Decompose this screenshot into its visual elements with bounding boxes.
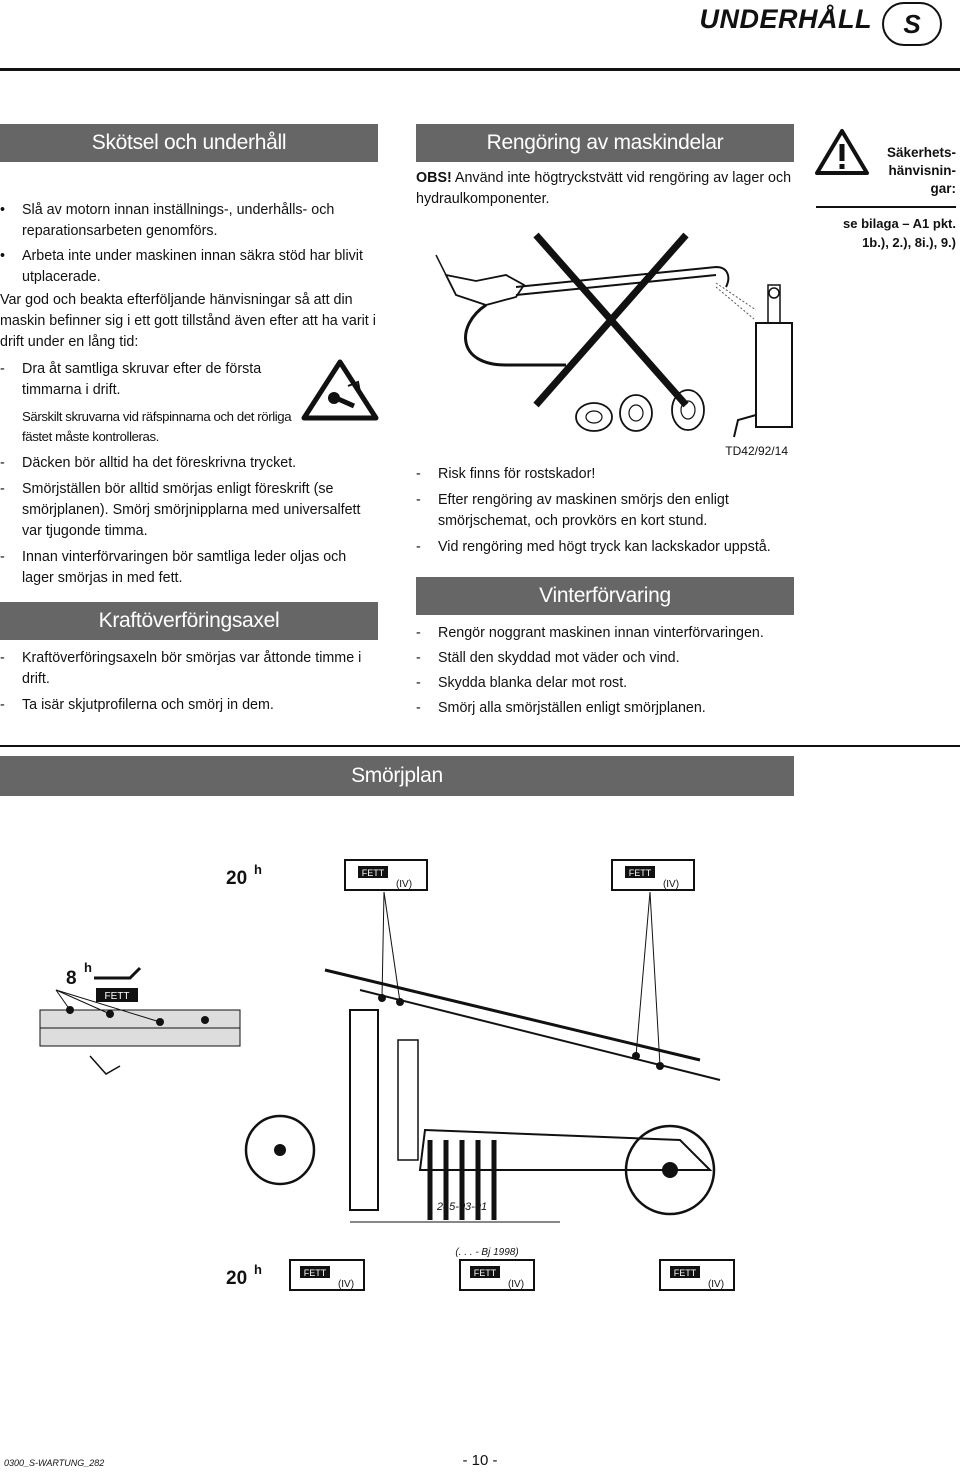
header-rule: [0, 68, 960, 71]
page-number: - 10 -: [462, 1452, 498, 1469]
lubrication-plan-drawing: [0, 840, 800, 1300]
svg-text:(IV): (IV): [507, 1279, 525, 1290]
rake-machine: [246, 892, 720, 1220]
dash-item: - Vid rengöring med högt tryck kan lackskador uppstå.: [416, 539, 771, 555]
interval-top-value: 20: [226, 868, 248, 889]
figure-code: TD42/92/14: [725, 444, 788, 458]
grease-label: [345, 860, 427, 890]
pressure-washer-illustration: [416, 215, 794, 463]
dash-item: - Dra åt samtliga skruvar efter de första timmarna i drift.: [0, 361, 262, 398]
obs-note: OBS! Använd inte högtryckstvätt vid rengöring av lager och hydraulkomponenter.: [416, 170, 792, 207]
bullet-item: • Arbeta inte under maskinen innan säkra stöd har blivit utplacerade.: [0, 248, 363, 285]
dash-item: - Skydda blanka delar mot rost.: [416, 675, 628, 691]
grease-label: [290, 1260, 364, 1290]
svg-text:(IV): (IV): [337, 1279, 355, 1290]
dash-item: - Efter rengöring av maskinen smörjs den enligt smörjschemat, och provkörs en kort stund.: [416, 492, 729, 529]
dash-item: - Smörj alla smörjställen enligt smörjplanen.: [416, 700, 706, 716]
pto-section-title: Kraftöverföringsaxel: [0, 602, 378, 640]
dash-item: - Risk finns för rostskador!: [416, 466, 596, 482]
interval-shaft-unit: h: [84, 960, 92, 975]
grease-label: [660, 1260, 734, 1290]
svg-text:FETT: FETT: [303, 1268, 327, 1278]
interval-top-unit: h: [254, 862, 262, 877]
pto-shaft: [40, 990, 240, 1074]
drawing-code: 245-03-01: [436, 1201, 488, 1213]
grease-label: [460, 1260, 534, 1290]
dash-item: - Innan vinterförvaringen bör samtliga leder oljas och lager smörjas in med fett.: [0, 549, 347, 586]
wrench-warning-icon: [300, 358, 380, 422]
grease-gun-label: [94, 968, 140, 1002]
dash-item: - Däcken bör alltid ha det föreskrivna trycket.: [0, 455, 297, 471]
language-badge: S: [882, 2, 942, 46]
page-header-title: UNDERHÅLL: [699, 4, 872, 34]
svg-text:FETT: FETT: [361, 868, 385, 878]
svg-text:FETT: FETT: [628, 868, 652, 878]
care-section-title: Skötsel och underhåll: [0, 124, 378, 162]
dash-item: - Rengör noggrant maskinen innan vinterförvaringen.: [416, 625, 764, 641]
bullet-item: • Slå av motorn innan inställnings-, underhålls- och reparationsarbeten genomförs.: [0, 202, 335, 239]
svg-text:FETT: FETT: [104, 991, 130, 1002]
dash-item: - Kraftöverföringsaxeln bör smörjas var åttonde timme i drift.: [0, 650, 362, 687]
bullet-icon: •: [0, 248, 6, 264]
document-code: 0300_S-WARTUNG_282: [4, 1458, 105, 1468]
bullet-icon: •: [0, 202, 6, 218]
winter-section-title: Vinterförvaring: [416, 577, 794, 615]
section-divider: [0, 745, 960, 747]
svg-text:FETT: FETT: [473, 1268, 497, 1278]
dash-item: - Ta isär skjutprofilerna och smörj in dem.: [0, 697, 274, 713]
model-note: (. . . - Bj 1998): [455, 1247, 519, 1258]
interval-shaft-value: 8: [66, 968, 77, 989]
dash-item: - Ställ den skyddad mot väder och vind.: [416, 650, 680, 666]
cleaning-section-title: Rengöring av maskindelar: [416, 124, 794, 162]
safety-rule: [816, 206, 956, 208]
svg-text:FETT: FETT: [673, 1268, 697, 1278]
svg-text:(IV): (IV): [707, 1279, 725, 1290]
cleaning-notes: [416, 464, 796, 558]
winter-notes: [416, 623, 796, 719]
svg-text:(IV): (IV): [395, 879, 413, 890]
interval-bottom-value: 20: [226, 1268, 248, 1289]
pto-body: [0, 648, 380, 716]
care-intro: Var god och beakta efterföljande hänvisningar så att din maskin befinner sig i ett gott tillstånd även efter att ha varit i drift under en lång tid:: [0, 292, 376, 350]
dash-item: - Smörjställen bör alltid smörjas enligt föreskrift (se smörjplanen). Smörj smörjnipplarna med universalfett var tjugonde timma.: [0, 481, 361, 539]
sub-note: Särskilt skruvarna vid räfspinnarna och det rörliga fästet måste kontrolleras.: [22, 409, 292, 444]
interval-bottom-unit: h: [254, 1262, 262, 1277]
grease-label: [612, 860, 694, 890]
lubrication-plan-title: Smörjplan: [0, 756, 794, 796]
safety-reference: se bilaga – A1 pkt. 1b.), 2.), 8i.), 9.): [843, 216, 956, 250]
safety-title: Säkerhets- hänvisnin- gar:: [886, 145, 956, 196]
svg-text:(IV): (IV): [662, 879, 680, 890]
